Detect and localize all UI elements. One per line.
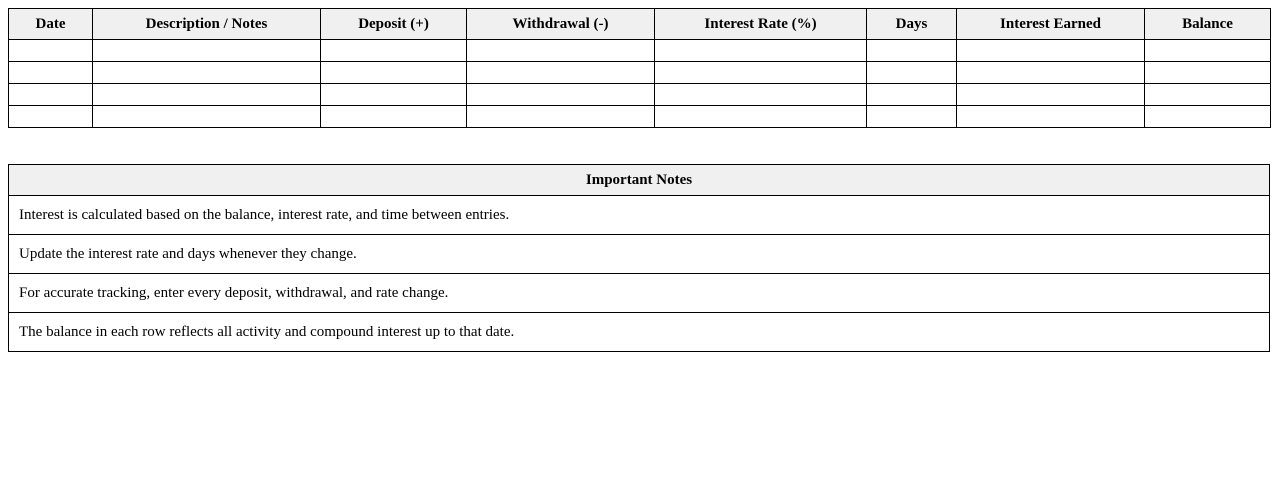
cell-balance[interactable] xyxy=(1145,40,1271,62)
list-item xyxy=(9,274,1270,313)
column-header-interest-rate: Interest Rate (%) xyxy=(655,9,867,40)
note-text: For accurate tracking, enter every deposit, withdrawal, and rate change. xyxy=(9,274,1270,313)
cell-description[interactable] xyxy=(93,40,321,62)
cell-withdrawal[interactable] xyxy=(467,62,655,84)
cell-description[interactable] xyxy=(93,62,321,84)
cell-date[interactable] xyxy=(9,84,93,106)
column-header-days: Days xyxy=(867,9,957,40)
section-spacer xyxy=(8,128,1270,164)
ledger-table-head xyxy=(9,9,1271,40)
cell-description[interactable] xyxy=(93,84,321,106)
list-item xyxy=(9,196,1270,235)
important-notes-table xyxy=(8,164,1270,352)
cell-interest-earned[interactable] xyxy=(957,40,1145,62)
note-text: The balance in each row reflects all activity and compound interest up to that date. xyxy=(9,313,1270,352)
note-text: Update the interest rate and days whenever they change. xyxy=(9,235,1270,274)
cell-days[interactable] xyxy=(867,40,957,62)
list-item xyxy=(9,313,1270,352)
notes-table-head xyxy=(9,165,1270,196)
cell-balance[interactable] xyxy=(1145,62,1271,84)
cell-description[interactable] xyxy=(93,106,321,128)
notes-header-row xyxy=(9,165,1270,196)
column-header-deposit: Deposit (+) xyxy=(321,9,467,40)
cell-days[interactable] xyxy=(867,62,957,84)
column-header-date: Date xyxy=(9,9,93,40)
cell-days[interactable] xyxy=(867,84,957,106)
cell-days[interactable] xyxy=(867,106,957,128)
table-row[interactable] xyxy=(9,84,1271,106)
cell-deposit[interactable] xyxy=(321,84,467,106)
cell-deposit[interactable] xyxy=(321,62,467,84)
cell-date[interactable] xyxy=(9,62,93,84)
table-row[interactable] xyxy=(9,40,1271,62)
column-header-withdrawal: Withdrawal (-) xyxy=(467,9,655,40)
note-text: Interest is calculated based on the balance, interest rate, and time between entries. xyxy=(9,196,1270,235)
cell-interest-earned[interactable] xyxy=(957,62,1145,84)
cell-interest-rate[interactable] xyxy=(655,106,867,128)
column-header-balance: Balance xyxy=(1145,9,1271,40)
cell-date[interactable] xyxy=(9,106,93,128)
table-row[interactable] xyxy=(9,62,1271,84)
cell-interest-rate[interactable] xyxy=(655,84,867,106)
ledger-table xyxy=(8,8,1271,128)
notes-table-body xyxy=(9,196,1270,352)
table-row[interactable] xyxy=(9,106,1271,128)
ledger-header-row xyxy=(9,9,1271,40)
cell-interest-rate[interactable] xyxy=(655,40,867,62)
cell-balance[interactable] xyxy=(1145,84,1271,106)
column-header-interest-earned: Interest Earned xyxy=(957,9,1145,40)
cell-withdrawal[interactable] xyxy=(467,40,655,62)
cell-balance[interactable] xyxy=(1145,106,1271,128)
cell-interest-earned[interactable] xyxy=(957,106,1145,128)
ledger-table-body xyxy=(9,40,1271,128)
cell-withdrawal[interactable] xyxy=(467,84,655,106)
cell-interest-rate[interactable] xyxy=(655,62,867,84)
cell-date[interactable] xyxy=(9,40,93,62)
list-item xyxy=(9,235,1270,274)
cell-withdrawal[interactable] xyxy=(467,106,655,128)
cell-deposit[interactable] xyxy=(321,106,467,128)
notes-title: Important Notes xyxy=(9,165,1270,196)
cell-deposit[interactable] xyxy=(321,40,467,62)
cell-interest-earned[interactable] xyxy=(957,84,1145,106)
column-header-description: Description / Notes xyxy=(93,9,321,40)
